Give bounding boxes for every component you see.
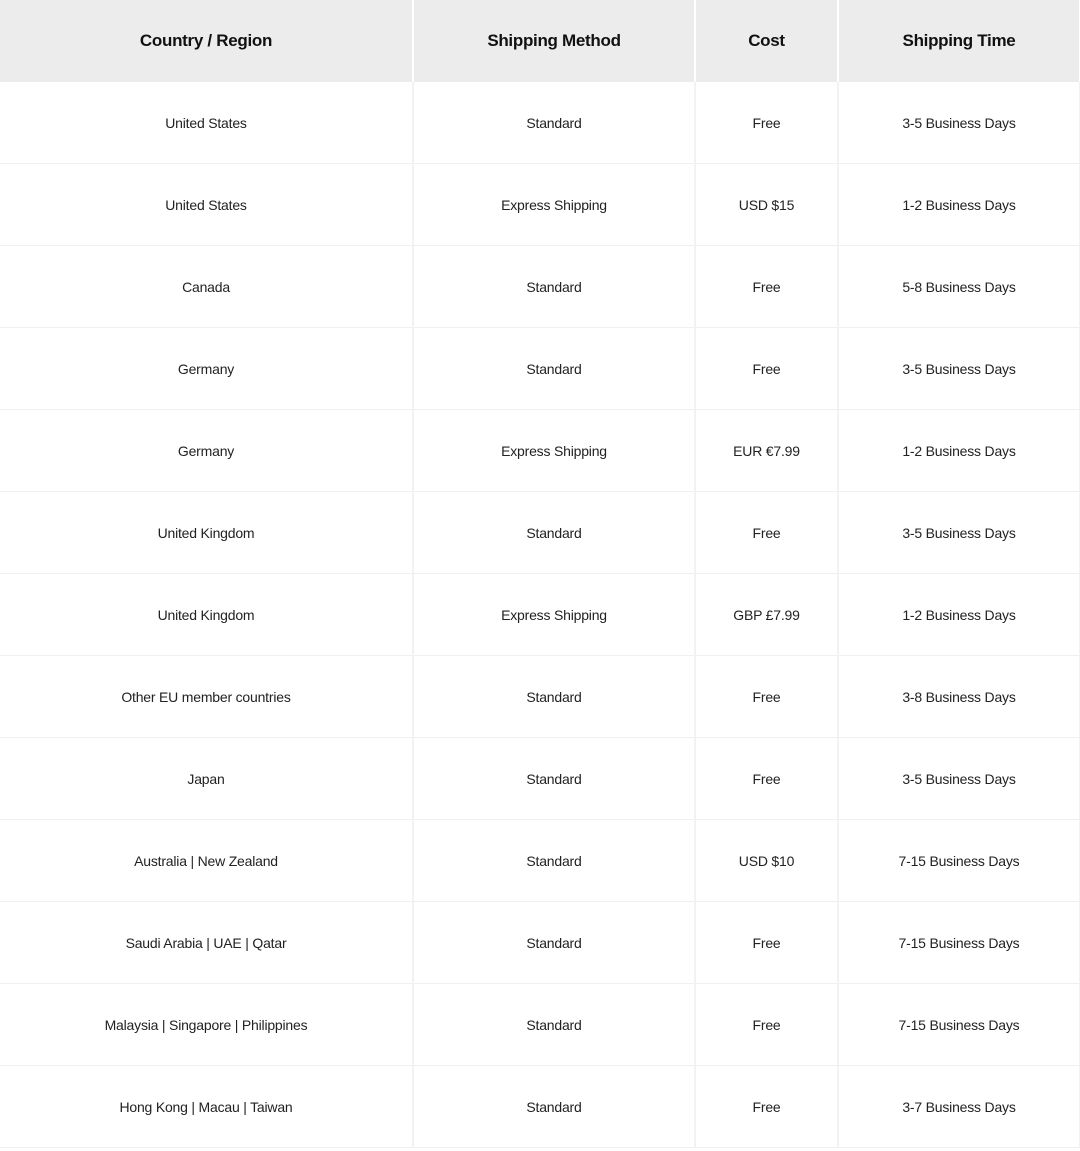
header-row — [0, 0, 1080, 82]
cell-cost: Free — [695, 738, 838, 820]
cell-shipping-method: Standard — [413, 492, 695, 574]
cell-shipping-time: 3-5 Business Days — [838, 738, 1080, 820]
cell-shipping-method: Standard — [413, 246, 695, 328]
cell-shipping-method: Express Shipping — [413, 574, 695, 656]
column-header-shipping-method: Shipping Method — [413, 0, 695, 82]
cell-shipping-method: Express Shipping — [413, 410, 695, 492]
cell-shipping-time: 5-8 Business Days — [838, 246, 1080, 328]
cell-country-region: United States — [0, 164, 413, 246]
cell-shipping-time: 7-15 Business Days — [838, 820, 1080, 902]
cell-cost: Free — [695, 1066, 838, 1148]
cell-country-region: Canada — [0, 246, 413, 328]
cell-shipping-time: 1-2 Business Days — [838, 574, 1080, 656]
cell-shipping-method: Standard — [413, 82, 695, 164]
table-row — [0, 738, 1080, 820]
table-row — [0, 164, 1080, 246]
cell-cost: Free — [695, 656, 838, 738]
table-row — [0, 574, 1080, 656]
cell-shipping-time: 3-8 Business Days — [838, 656, 1080, 738]
cell-country-region: Malaysia | Singapore | Philippines — [0, 984, 413, 1066]
cell-country-region: Other EU member countries — [0, 656, 413, 738]
cell-cost: GBP £7.99 — [695, 574, 838, 656]
cell-country-region: United Kingdom — [0, 574, 413, 656]
table-row — [0, 82, 1080, 164]
cell-shipping-method: Standard — [413, 820, 695, 902]
table-header — [0, 0, 1080, 82]
table-row — [0, 410, 1080, 492]
cell-shipping-time: 3-5 Business Days — [838, 328, 1080, 410]
cell-shipping-time: 7-15 Business Days — [838, 984, 1080, 1066]
cell-shipping-time: 3-5 Business Days — [838, 82, 1080, 164]
cell-cost: Free — [695, 82, 838, 164]
table-row — [0, 820, 1080, 902]
cell-country-region: Japan — [0, 738, 413, 820]
table-body — [0, 82, 1080, 1148]
table-row — [0, 1066, 1080, 1148]
cell-cost: Free — [695, 328, 838, 410]
cell-country-region: Germany — [0, 328, 413, 410]
cell-shipping-time: 3-5 Business Days — [838, 492, 1080, 574]
cell-shipping-time: 1-2 Business Days — [838, 410, 1080, 492]
cell-country-region: Saudi Arabia | UAE | Qatar — [0, 902, 413, 984]
table-row — [0, 656, 1080, 738]
table-row — [0, 984, 1080, 1066]
cell-shipping-method: Express Shipping — [413, 164, 695, 246]
cell-cost: USD $15 — [695, 164, 838, 246]
cell-country-region: United Kingdom — [0, 492, 413, 574]
cell-shipping-method: Standard — [413, 656, 695, 738]
cell-shipping-method: Standard — [413, 902, 695, 984]
column-header-cost: Cost — [695, 0, 838, 82]
column-header-shipping-time: Shipping Time — [838, 0, 1080, 82]
cell-shipping-time: 7-15 Business Days — [838, 902, 1080, 984]
cell-country-region: Germany — [0, 410, 413, 492]
column-header-country-region: Country / Region — [0, 0, 413, 82]
cell-cost: USD $10 — [695, 820, 838, 902]
cell-cost: Free — [695, 902, 838, 984]
table-row — [0, 492, 1080, 574]
cell-country-region: United States — [0, 82, 413, 164]
cell-cost: EUR €7.99 — [695, 410, 838, 492]
cell-cost: Free — [695, 492, 838, 574]
cell-cost: Free — [695, 984, 838, 1066]
table-row — [0, 246, 1080, 328]
cell-shipping-method: Standard — [413, 328, 695, 410]
cell-cost: Free — [695, 246, 838, 328]
cell-shipping-method: Standard — [413, 984, 695, 1066]
cell-country-region: Hong Kong | Macau | Taiwan — [0, 1066, 413, 1148]
cell-shipping-method: Standard — [413, 1066, 695, 1148]
table-row — [0, 328, 1080, 410]
table-row — [0, 902, 1080, 984]
cell-shipping-method: Standard — [413, 738, 695, 820]
cell-shipping-time: 1-2 Business Days — [838, 164, 1080, 246]
cell-country-region: Australia | New Zealand — [0, 820, 413, 902]
cell-shipping-time: 3-7 Business Days — [838, 1066, 1080, 1148]
